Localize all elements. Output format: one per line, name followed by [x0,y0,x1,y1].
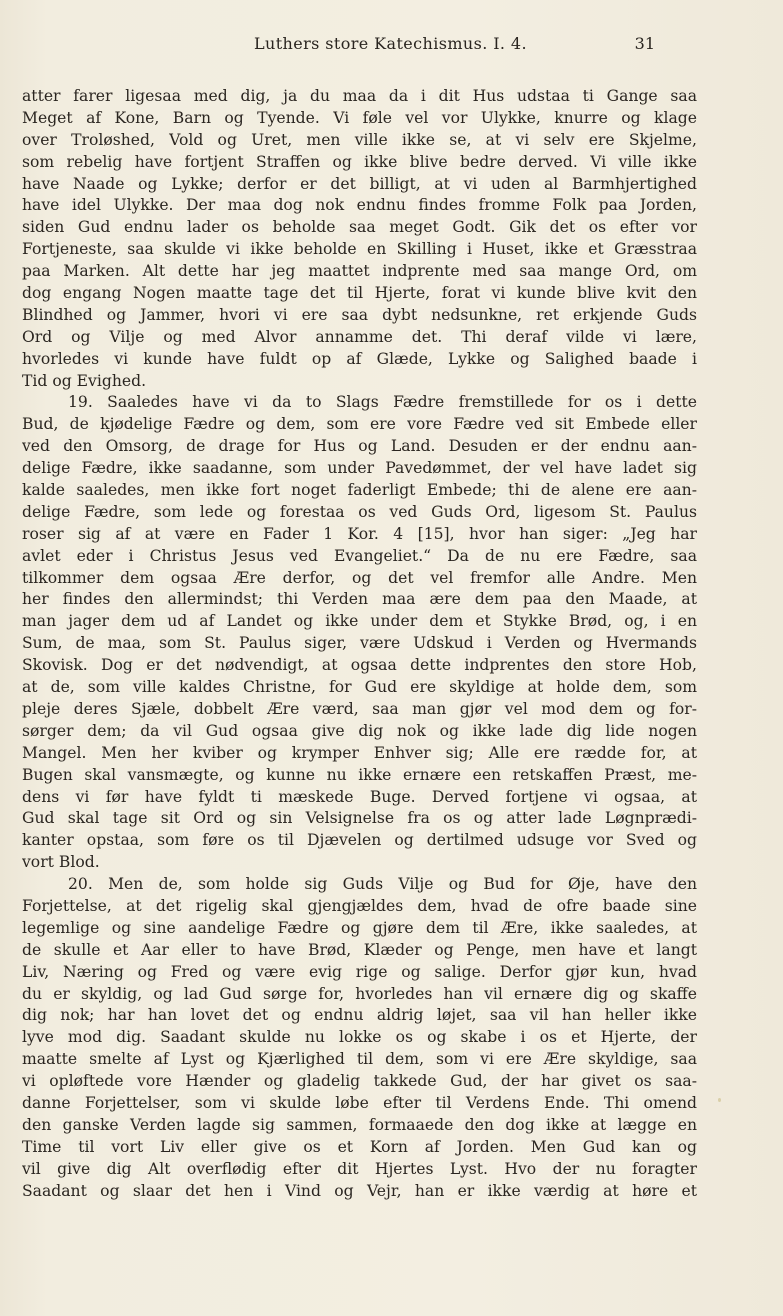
text-line: have idel Ulykke. Der maa dog nok endnu findes fromme Folk paa Jorden, [22,196,697,215]
text-line: legemlige og sine aandelige Fædre og gjøre dem til Ære, ikke saaledes, at [22,918,697,937]
text-line: den ganske Verden lagde sig sammen, formaaede den dog ikke at lægge en [22,1115,697,1134]
text-line: delige Fædre, som lede og forestaa os ved Guds Ord, ligesom St. Paulus [22,502,697,521]
text-line: Bud, de kjødelige Fædre og dem, som ere vore Fædre ved sit Embede eller [22,415,697,434]
text-line: dens vi før have fyldt ti mæskede Buge. Derved fortjene vi ogsaa, at [22,787,697,806]
text-line: paa Marken. Alt dette har jeg maattet indprente med saa mange Ord, om [22,262,697,281]
text-line: som rebelig have fortjent Straffen og ikke blive bedre derved. Vi ville ikke [22,152,697,171]
text-line: dig nok; har han lovet det og endnu aldrig løjet, saa vil han heller ikke [22,1006,697,1025]
text-line: vil give dig Alt overflødig efter dit Hjertes Lyst. Hvo der nu foragter [22,1159,697,1178]
body-text [22,86,697,1202]
running-title: Luthers store Katechismus. I. 4. [254,34,527,53]
text-line: over Troløshed, Vold og Uret, men ville ikke se, at vi selv ere Skjelme, [22,130,697,149]
text-line: kanter opstaa, som føre os til Djævelen og dertilmed udsuge vor Sved og [22,831,697,850]
text-line: atter farer ligesaa med dig, ja du maa da i dit Hus udstaa ti Gange saa [22,87,697,105]
text-line: Skovisk. Dog er det nødvendigt, at ogsaa dette indprentes den store Hob, [22,656,697,675]
text-line: have Naade og Lykke; derfor er det billigt, at vi uden al Barmhjertighed [22,174,697,193]
text-line: Liv, Næring og Fred og være evig rige og salige. Derfor gjør kun, hvad [22,962,697,981]
text-line: hvorledes vi kunde have fuldt op af Glæde, Lykke og Salighed baade i [22,349,697,368]
text-line: 19. Saaledes have vi da to Slags Fædre fremstillede for os i dette [68,393,697,412]
text-line: Mangel. Men her kviber og krymper Enhver sig; Alle ere rædde for, at [22,743,697,762]
text-line: lyve mod dig. Saadant skulde nu lokke os og skabe i os et Hjerte, der [22,1028,697,1047]
text-line: Bugen skal vansmægte, og kunne nu ikke ernære een retskaffen Præst, me- [22,765,697,784]
text-line: 20. Men de, som holde sig Guds Vilje og Bud for Øje, have den [68,875,697,894]
text-line: vi opløftede vore Hænder og gladelig takkede Gud, der har givet os saa- [22,1072,697,1091]
text-line: dog engang Nogen maatte tage det til Hjerte, forat vi kunde blive kvit den [22,284,697,303]
text-line: kalde saaledes, men ikke fort noget faderligt Embede; thi de alene ere aan- [22,481,697,500]
text-line: siden Gud endnu lader os beholde saa meget Godt. Gik det os efter vor [22,218,697,237]
text-line: Time til vort Liv eller give os et Korn af Jorden. Men Gud kan og [22,1137,697,1156]
text-line: Ord og Vilje og med Alvor annamme det. Thi deraf vilde vi lære, [22,327,697,346]
page-header [0,34,783,60]
text-line: avlet eder i Christus Jesus ved Evangeliet.“ Da de nu ere Fædre, saa [22,546,697,565]
page-number: 31 [634,34,655,53]
text-line: Tid og Evighed. [22,371,147,390]
text-line: roser sig af at være en Fader 1 Kor. 4 [15], hvor han siger: „Jeg har [22,524,697,543]
text-line: ved den Omsorg, de drage for Hus og Land. Desuden er der endnu aan- [22,437,697,456]
text-line: Fortjeneste, saa skulde vi ikke beholde en Skilling i Huset, ikke et Græsstraa [22,240,697,259]
text-line: de skulle et Aar eller to have Brød, Klæder og Penge, men have et langt [22,940,697,959]
text-line: Blindhed og Jammer, hvori vi ere saa dybt nedsunkne, ret erkjende Guds [22,305,697,324]
text-line: at de, som ville kaldes Christne, for Gud ere skyldige at holde dem, som [22,678,697,697]
text-line: maatte smelte af Lyst og Kjærlighed til dem, som vi ere Ære skyldige, saa [22,1050,697,1069]
text-line: Sum, de maa, som St. Paulus siger, være Udskud i Verden og Hvermands [22,634,697,653]
text-line: sørger dem; da vil Gud ogsaa give dig nok og ikke lade dig lide nogen [22,721,697,740]
text-line: vort Blod. [22,853,100,872]
text-line: danne Forjettelser, som vi skulde løbe efter til Verdens Ende. Thi omend [22,1093,697,1112]
text-line: Saadant og slaar det hen i Vind og Vejr, han er ikke værdig at høre et [22,1181,697,1200]
text-line: man jager dem ud af Landet og ikke under dem et Stykke Brød, og, i en [22,612,697,631]
paper-speck [718,1098,721,1102]
text-line: her findes den allermindst; thi Verden maa ære dem paa den Maade, at [22,590,697,609]
text-line: delige Fædre, ikke saadanne, som under Pavedømmet, der vel have ladet sig [22,459,697,478]
text-line: du er skyldig, og lad Gud sørge for, hvorledes han vil ernære dig og skaffe [22,984,697,1003]
text-line: tilkommer dem ogsaa Ære derfor, og det vel fremfor alle Andre. Men [22,568,697,587]
text-line: pleje deres Sjæle, dobbelt Ære værd, saa man gjør vel mod dem og for- [22,699,697,718]
text-line: Meget af Kone, Barn og Tyende. Vi føle vel vor Ulykke, knurre og klage [22,108,697,127]
text-line: Gud skal tage sit Ord og sin Velsignelse fra os og atter lade Løgnprædi- [22,809,697,828]
text-line: Forjettelse, at det rigelig skal gjengjældes dem, hvad de ofre baade sine [22,896,697,915]
